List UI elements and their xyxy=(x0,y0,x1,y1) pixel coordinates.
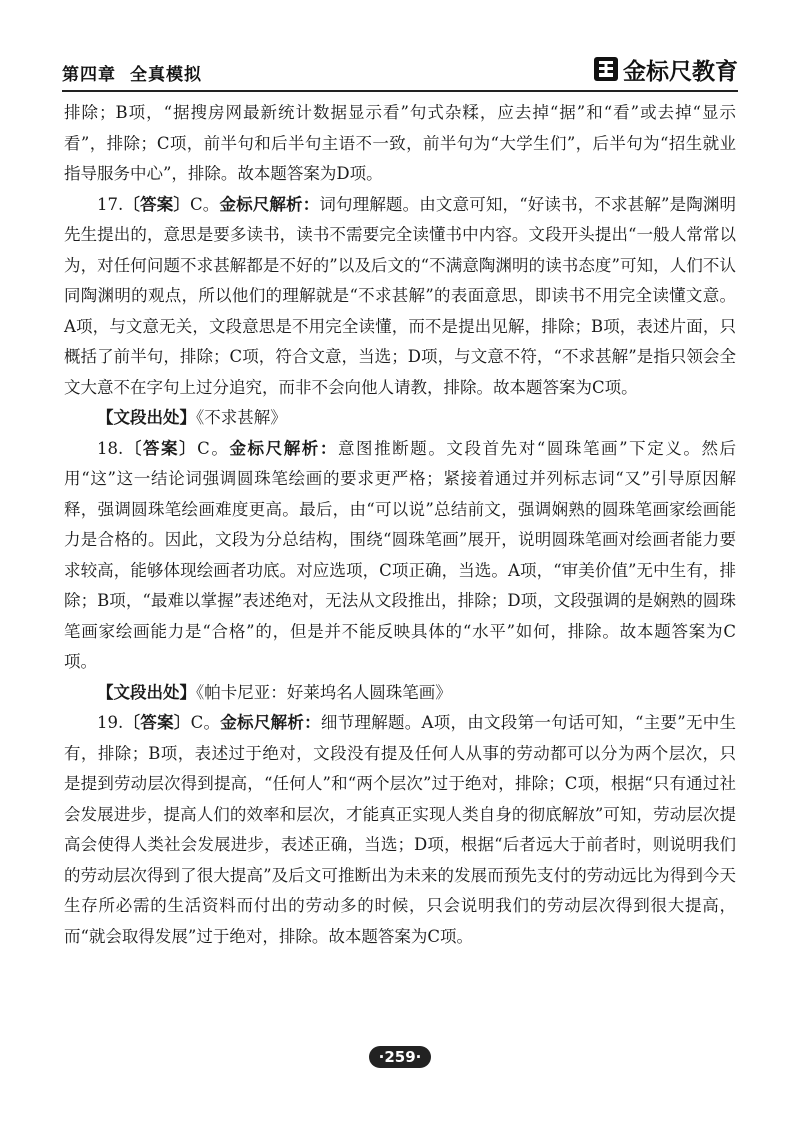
brand-logo xyxy=(593,54,738,84)
page-number: ·259· xyxy=(369,1046,432,1068)
brand-name: 金标尺教育 xyxy=(623,58,738,85)
chapter-title: 全真模拟 xyxy=(130,65,202,85)
question-18-source-label: 【文段出处】 xyxy=(97,682,196,702)
question-17-analysis-label: 金标尺解析： xyxy=(219,194,320,214)
question-17-source xyxy=(64,403,736,434)
page-header xyxy=(62,50,738,94)
question-19-analysis: 细节理解题。A项，由文段第一句话可知，“主要”无中生有，排除；B项，表述过于绝对，文段没有提及任何人从事的劳动都可以分为两个层次，只是提到劳动层次得到提高，“任何人”和“两个层次”过于绝对，排除；C项，根据“只有通过社会发展进步，提高人们的效率和层次，才能真正实现人类自身的彻底解放”可知，劳动层次提高会使得人类社会发展进步，表述正确，当选；D项，根据“后者远大于前者时，则说明我们的劳动层次得到了很大提高”及后文可推断出为未来的发展而预先支付的劳动远比为得到今天生存所必需的生活资料而付出的劳动多的时候，只会说明我们的劳动层次得到很大提高，而“就会取得发展”过于绝对，排除。故本题答案为C项。 xyxy=(64,713,737,946)
question-18-source xyxy=(64,678,736,709)
paragraph-continuation: 排除；B项，“据搜房网最新统计数据显示看”句式杂糅，应去掉“据”和“看”或去掉“显示看”，排除；C项，前半句和后半句主语不一致，前半句为“大学生们”，后半句为“招生就业指导服务中心”，排除。故本题答案为D项。 xyxy=(64,103,736,183)
question-17-number: 17. xyxy=(97,194,124,214)
question-18-answer-label: 〔答案〕 xyxy=(123,438,198,458)
document-body xyxy=(64,98,736,952)
chapter-heading xyxy=(62,60,202,85)
question-17-analysis: 词句理解题。由文意可知，“好读书，不求甚解”是陶渊明先生提出的，意思是要多读书，读书不需要完全读懂书中内容。文段开头提出“一般人常常以为，对任何问题不求甚解都是不好的”以及后文的“不满意陶渊明的读书态度”可知，人们不认同陶渊明的观点，所以他们的理解就是“不求甚解”的表面意思，即读书不用完全读懂文意。A项，与文意无关，文段意思是不用完全读懂，而不是提出见解，排除；B项，表述片面，只概括了前半句，排除；C项，符合文意，当选；D项，与文意不符，“不求甚解”是指只领会全文大意不在字句上过分追究，而非不会向他人请教，排除。故本题答案为C项。 xyxy=(64,194,737,397)
question-18-answer: C。 xyxy=(197,438,230,458)
question-19-number: 19. xyxy=(97,713,124,732)
question-18-analysis-label: 金标尺解析： xyxy=(229,438,338,458)
question-17-answer-label: 〔答案〕 xyxy=(123,194,191,214)
question-19-paragraph xyxy=(64,708,736,952)
question-19-analysis-label: 金标尺解析： xyxy=(220,713,321,732)
question-18-source-title: 《帕卡尼亚：好莱坞名人圆珠笔画》 xyxy=(196,682,452,702)
question-18-number: 18. xyxy=(97,438,124,458)
page-footer xyxy=(0,1046,800,1068)
question-19-answer-label: 〔答案〕 xyxy=(123,713,191,732)
question-19-answer: C。 xyxy=(190,713,221,732)
question-18-paragraph xyxy=(64,434,736,678)
brand-logo-icon xyxy=(593,56,619,82)
question-17-paragraph xyxy=(64,190,736,404)
chapter-number: 第四章 xyxy=(62,65,116,85)
header-divider xyxy=(62,90,738,92)
question-17-source-label: 【文段出处】 xyxy=(97,408,196,427)
question-17-answer: C。 xyxy=(190,194,220,214)
question-18-analysis: 意图推断题。文段首先对“圆珠笔画”下定义。然后用“这”这一结论词强调圆珠笔绘画的要求更严格；紧接着通过并列标志词“又”引导原因解释，强调圆珠笔绘画难度更高。最后，由“可以说”总结前文，强调娴熟的圆珠笔画家绘画能力是合格的。因此，文段为分总结构，围绕“圆珠笔画”展开，说明圆珠笔画对绘画者能力要求较高，能够体现绘画者功底。对应选项，C项正确，当选。A项，“审美价值”无中生有，排除；B项，“最难以掌握”表述绝对，无法从文段推出，排除；D项，文段强调的是娴熟的圆珠笔画家绘画能力是“合格”的，但是并不能反映具体的“水平”如何，排除。故本题答案为C项。 xyxy=(64,438,737,671)
question-17-source-title: 《不求甚解》 xyxy=(196,408,287,427)
